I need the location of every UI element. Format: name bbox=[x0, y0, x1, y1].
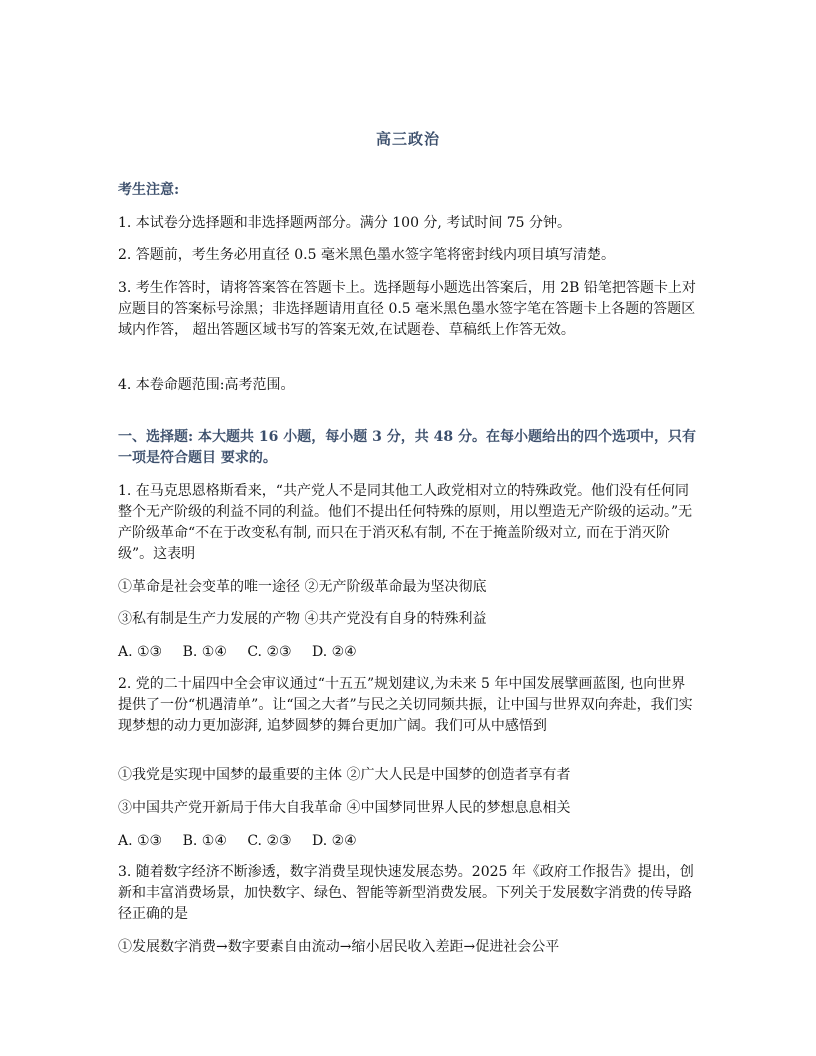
choice-d: D. ②④ bbox=[312, 644, 357, 660]
notice-item-2: 2. 答题前，考生务必用直径 0.5 毫米黑色墨水签字笔将密封线内项目填写清楚。 bbox=[118, 247, 615, 263]
choice-a: A. ①③ bbox=[118, 644, 163, 660]
question-1-options-line-1: ①革命是社会变革的唯一途径 ②无产阶级革命最为坚决彻底 bbox=[118, 579, 487, 595]
question-1-choices bbox=[118, 642, 698, 663]
question-3-stem: 3. 随着数字经济不断渗透，数字消费呈现快速发展态势。2025 年《政府工作报告》提出，创新和丰富消费场景，加快数字、绿色、智能等新型消费发展。下列关于发展数字消费的传导路径正确的是 bbox=[118, 864, 694, 922]
choice-d: D. ②④ bbox=[312, 833, 357, 849]
choice-b: B. ①④ bbox=[182, 833, 227, 849]
question-2-choices bbox=[118, 831, 698, 852]
notice-item-4: 4. 本卷命题范围:高考范围。 bbox=[118, 377, 295, 393]
choice-c: C. ②③ bbox=[247, 833, 292, 849]
section-heading: 一、选择题: 本大题共 16 小题，每小题 3 分，共 48 分。在每小题给出的四个选项中，只有一项是符合题目 要求的。 bbox=[118, 429, 696, 466]
choice-b: B. ①④ bbox=[182, 644, 227, 660]
question-1-stem: 1. 在马克思恩格斯看来，“共产党人不是同其他工人政党相对立的特殊政党。他们没有任何同整个无产阶级的利益不同的利益。他们不提出任何特殊的原则，用以塑造无产阶级的运动。”无产阶级革命“不在于改变私有制, 而只在于消灭私有制, 不在于掩盖阶级对立, 而在于消灭阶级”。这表明 bbox=[118, 483, 693, 562]
question-1-options-line-2: ③私有制是生产力发展的产物 ④共产党没有自身的特殊利益 bbox=[118, 611, 487, 627]
page-title: 高三政治 bbox=[375, 130, 440, 148]
choice-a: A. ①③ bbox=[118, 833, 163, 849]
question-2-options-line-1: ①我党是实现中国梦的最重要的主体 ②广大人民是中国梦的创造者享有者 bbox=[118, 767, 571, 783]
question-3-options-line-1: ①发展数字消费→数字要素自由流动→缩小居民收入差距→促进社会公平 bbox=[118, 939, 560, 955]
choice-c: C. ②③ bbox=[247, 644, 292, 660]
question-2-options-line-2: ③中国共产党开新局于伟大自我革命 ④中国梦同世界人民的梦想息息相关 bbox=[118, 800, 571, 816]
notice-heading: 考生注意: bbox=[118, 182, 180, 198]
notice-item-3: 3. 考生作答时，请将答案答在答题卡上。选择题每小题选出答案后，用 2B 铅笔把答题卡上对应题目的答案标号涂黑；非选择题请用直径 0.5 毫米黑色墨水签字笔在答题卡上各题的答题区域内作答， 超出答题区域书写的答案无效,在试题卷、草稿纸上作答无效。 bbox=[118, 280, 696, 338]
notice-item-1: 1. 本试卷分选择题和非选择题两部分。满分 100 分, 考试时间 75 分钟。 bbox=[118, 215, 572, 231]
question-2-stem: 2. 党的二十届四中全会审议通过“十五五”规划建议,为未来 5 年中国发展擘画蓝图, 也向世界提供了一份“机遇清单”。让“国之大者”与民之关切同频共振，让中国与世界双向奔赴，我们实现梦想的动力更加澎湃, 追梦圆梦的舞台更加广阔。我们可从中感悟到 bbox=[118, 676, 693, 734]
